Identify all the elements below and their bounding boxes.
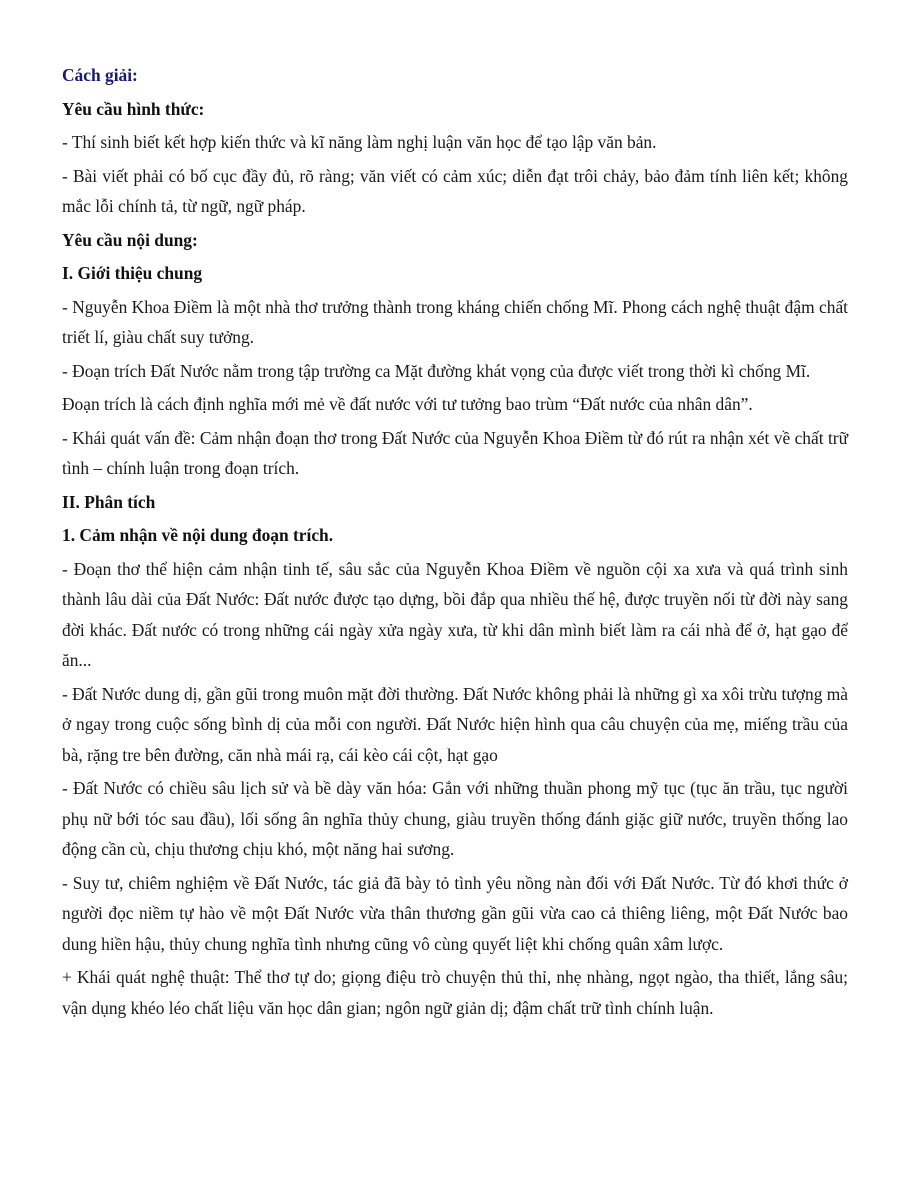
paragraph: - Nguyễn Khoa Điềm là một nhà thơ trưởng thành trong kháng chiến chống Mĩ. Phong cách nghệ thuật đậm chất triết lí, giàu chất suy tưởng. <box>62 296 848 347</box>
paragraph: - Đoạn trích Đất Nước nằm trong tập trường ca Mặt đường khát vọng của được viết trong thời kì chống Mĩ. <box>62 360 811 381</box>
paragraph: - Đất Nước có chiều sâu lịch sử và bề dày văn hóa: Gắn với những thuần phong mỹ tục (tục ăn trầu, tục người phụ nữ bới tóc sau đầu), lối sống ân nghĩa thủy chung, giàu truyền thống đánh giặc giữ nước, truyền thống lao động cần cù, chịu thương chịu khó, một năng hai sương. <box>62 778 848 859</box>
section-title-cach-giai: Cách giải: <box>62 65 138 85</box>
paragraph: + Khái quát nghệ thuật: Thể thơ tự do; giọng điệu trò chuyện thủ thỉ, nhẹ nhàng, ngọt ngào, tha thiết, lắng sâu; vận dụng khéo léo chất liệu văn học dân gian; ngôn ngữ giản dị; đậm chất trữ tình chính luận. <box>62 967 848 1018</box>
paragraph: - Đất Nước dung dị, gần gũi trong muôn mặt đời thường. Đất Nước không phải là những gì xa xôi trừu tượng mà ở ngay trong cuộc sống bình dị của mỗi con người. Đất Nước hiện hình qua câu chuyện của mẹ, miếng trầu của bà, rặng tre bên đường, căn nhà mái rạ, cái kèo cái cột, hạt gạo <box>62 683 848 765</box>
paragraph: - Thí sinh biết kết hợp kiến thức và kĩ năng làm nghị luận văn học để tạo lập văn bản. <box>62 132 657 152</box>
paragraph: - Suy tư, chiêm nghiệm về Đất Nước, tác giả đã bày tỏ tình yêu nồng nàn đối với Đất Nước. Từ đó khơi thức ở người đọc niềm tự hào về một Đất Nước vừa thân thương gần gũi vừa cao cả thiêng liêng, một Đất Nước bao dung hiền hậu, thủy chung nghĩa tình nhưng cũng vô cùng quyết liệt khi chống quân xâm lược. <box>62 872 848 954</box>
heading-gioi-thieu-chung: I. Giới thiệu chung <box>62 263 203 283</box>
heading-phan-tich: II. Phân tích <box>62 491 156 512</box>
paragraph: - Khái quát vấn đề: Cảm nhận đoạn thơ trong Đất Nước của Nguyễn Khoa Điềm từ đó rút ra nhận xét về chất trữ tình – chính luận trong đoạn trích. <box>62 427 848 478</box>
paragraph: Đoạn trích là cách định nghĩa mới mẻ về đất nước với tư tưởng bao trùm “Đất nước của nhân dân”. <box>62 394 753 414</box>
heading-yeu-cau-hinh-thuc: Yêu cầu hình thức: <box>62 98 205 119</box>
paragraph: - Đoạn thơ thể hiện cảm nhận tinh tế, sâu sắc của Nguyễn Khoa Điềm về nguồn cội xa xưa và quá trình sinh thành lâu dài của Đất Nước: Đất nước được tạo dựng, bồi đắp qua nhiều thế hệ, được truyền nối từ đời này sang đời khác. Đất nước có trong những cái ngày xửa ngày xưa, từ khi dân mình biết làm ra cái nhà để ở, hạt gạo để ăn... <box>62 558 848 670</box>
paragraph: - Bài viết phải có bố cục đầy đủ, rõ ràng; văn viết có cảm xúc; diễn đạt trôi chảy, bảo đảm tính liên kết; không mắc lỗi chính tả, từ ngữ, ngữ pháp. <box>62 165 848 216</box>
heading-cam-nhan-noi-dung: 1. Cảm nhận về nội dung đoạn trích. <box>62 525 334 545</box>
heading-yeu-cau-noi-dung: Yêu cầu nội dung: <box>62 229 198 250</box>
